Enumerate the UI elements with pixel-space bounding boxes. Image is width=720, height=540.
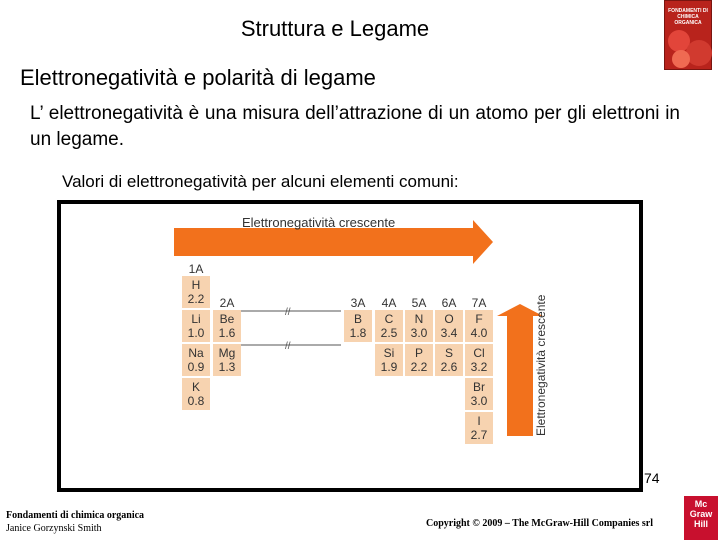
element-symbol: Cl <box>473 346 485 360</box>
svg-text://: // <box>285 307 291 318</box>
element-symbol: S <box>444 346 454 360</box>
electronegativity-value: 2.2 <box>410 360 428 374</box>
logo-line-3: Hill <box>693 519 708 529</box>
svg-text://: // <box>285 341 291 352</box>
group-label: 5A <box>411 296 427 310</box>
electronegativity-value: 2.7 <box>470 428 488 442</box>
break-marks <box>240 307 341 352</box>
electronegativity-figure <box>57 200 643 492</box>
element-symbol: I <box>477 414 481 428</box>
element-symbol: O <box>444 312 454 326</box>
element-symbol: Be <box>219 312 235 326</box>
group-label: 3A <box>350 296 366 310</box>
element-symbol: Na <box>188 346 204 360</box>
logo-line-1: Mc <box>694 499 708 509</box>
electronegativity-diagram <box>61 204 639 488</box>
electronegativity-value: 3.0 <box>470 394 488 408</box>
electronegativity-value: 2.5 <box>380 326 398 340</box>
electronegativity-value: 3.4 <box>440 326 458 340</box>
element-symbol: Li <box>191 312 201 326</box>
figure-caption: Valori di elettronegatività per alcuni elementi comuni: <box>62 172 459 191</box>
body-text: L’ elettronegatività è una misura dell’attrazione di un atomo per gli elettroni in un legame. <box>30 103 680 150</box>
book-cover-thumbnail <box>664 0 712 70</box>
element-symbol: F <box>475 312 483 326</box>
group-label: 7A <box>471 296 487 310</box>
electronegativity-value: 1.3 <box>218 360 236 374</box>
horizontal-arrow-label: Elettronegatività crescente <box>242 215 396 230</box>
element-symbol: H <box>191 278 201 292</box>
element-symbol: Mg <box>218 346 236 360</box>
page-number: 74 <box>644 470 660 486</box>
footer-author: Janice Gorzynski Smith <box>6 523 102 534</box>
electronegativity-value: 2.6 <box>440 360 458 374</box>
electronegativity-value: 0.9 <box>187 360 205 374</box>
electronegativity-value: 1.8 <box>349 326 367 340</box>
logo-line-2: Graw <box>689 509 713 519</box>
slide-title: Struttura e Legame <box>240 16 430 41</box>
electronegativity-value: 2.2 <box>187 292 205 306</box>
electronegativity-value: 3.0 <box>410 326 428 340</box>
element-symbol: K <box>191 380 201 394</box>
slide-subtitle: Elettronegatività e polarità di legame <box>20 65 376 90</box>
element-symbol: P <box>414 346 424 360</box>
cover-title: FONDAMENTI DI CHIMICA ORGANICA <box>668 8 708 26</box>
group-label: 2A <box>219 296 235 310</box>
electronegativity-value: 4.0 <box>470 326 488 340</box>
footer-book-title: Fondamenti di chimica organica <box>6 510 145 521</box>
element-symbol: Si <box>383 346 395 360</box>
element-symbol: B <box>353 312 363 326</box>
mcgraw-hill-logo <box>684 496 718 540</box>
electronegativity-value: 1.6 <box>218 326 236 340</box>
electronegativity-value: 1.0 <box>187 326 205 340</box>
element-symbol: C <box>384 312 394 326</box>
element-symbol: Br <box>473 380 485 394</box>
group-label: 1A <box>188 262 204 276</box>
electronegativity-value: 3.2 <box>470 360 488 374</box>
element-symbol: N <box>414 312 424 326</box>
electronegativity-value: 0.8 <box>187 394 205 408</box>
group-label: 6A <box>441 296 457 310</box>
vertical-arrow-label: Elettronegatività crescente <box>534 294 548 436</box>
group-label: 4A <box>381 296 397 310</box>
copyright-notice: Copyright © 2009 – The McGraw-Hill Companies srl <box>426 518 654 529</box>
electronegativity-value: 1.9 <box>380 360 398 374</box>
